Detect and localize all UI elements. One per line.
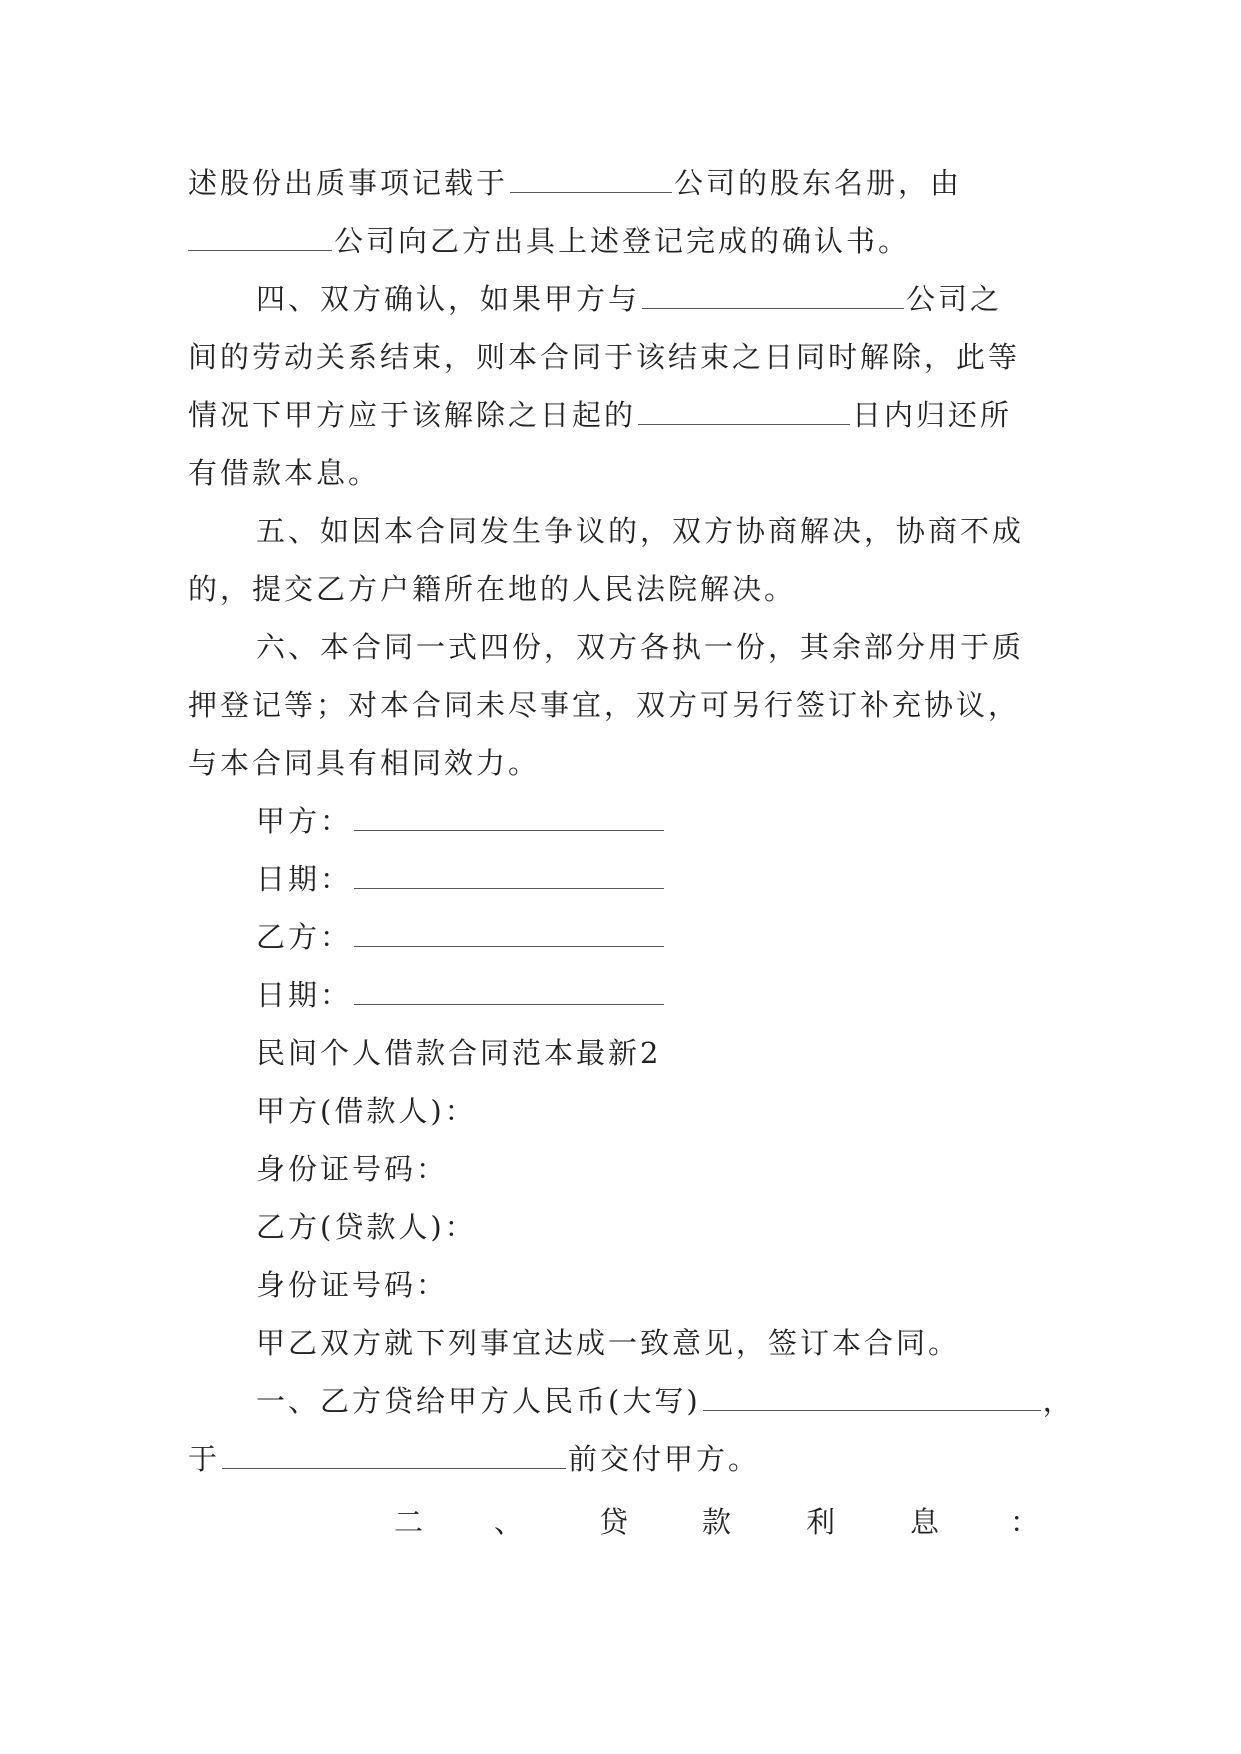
text-line bbox=[188, 741, 1068, 785]
signature-line-party-a bbox=[256, 799, 1136, 843]
text-segment: 甲方(借款人)： bbox=[256, 1094, 477, 1128]
text-segment: 身份证号码： bbox=[256, 1268, 449, 1302]
heading-char: 、 bbox=[494, 1505, 524, 1539]
text-segment: 前交付甲方。 bbox=[568, 1442, 761, 1476]
signature-line-date-1 bbox=[256, 857, 1136, 901]
heading-char: 贷 bbox=[599, 1505, 629, 1539]
text-segment: 有借款本息。 bbox=[188, 456, 381, 490]
text-line bbox=[188, 1437, 1068, 1481]
fill-blank bbox=[354, 858, 664, 889]
text-line bbox=[188, 683, 1068, 727]
text-segment: 述股份出质事项记载于 bbox=[188, 166, 509, 200]
text-segment: 的，提交乙方户籍所在地的人民法院解决。 bbox=[188, 572, 797, 606]
text-line bbox=[256, 625, 1136, 669]
text-line bbox=[188, 335, 1068, 379]
text-segment: 公司向乙方出具上述登记完成的确认书。 bbox=[334, 224, 911, 258]
text-segment: 身份证号码： bbox=[256, 1152, 449, 1186]
fill-blank bbox=[703, 1380, 1041, 1411]
text-segment: 民间个人借款合同范本最新2 bbox=[256, 1036, 662, 1070]
text-line bbox=[188, 219, 1068, 263]
text-segment: ， bbox=[1042, 1384, 1075, 1418]
text-segment: 六、本合同一式四份，双方各执一份，其余部分用于质 bbox=[256, 630, 1025, 664]
text-line bbox=[188, 393, 1068, 437]
text-segment: 乙方： bbox=[256, 920, 353, 954]
fill-blank bbox=[188, 220, 332, 251]
text-line bbox=[188, 567, 1068, 611]
text-segment: 甲方： bbox=[256, 804, 353, 838]
text-line bbox=[256, 1263, 1136, 1307]
fill-blank bbox=[354, 916, 664, 947]
heading-char: 二 bbox=[394, 1505, 424, 1539]
text-line bbox=[256, 1089, 1136, 1133]
text-segment: 日内归还所 bbox=[852, 398, 1013, 432]
text-line bbox=[188, 451, 1068, 495]
text-segment: 押登记等；对本合同未尽事宜，双方可另行签订补充协议， bbox=[188, 688, 1021, 722]
text-segment: 五、如因本合同发生争议的，双方协商解决，协商不成 bbox=[256, 514, 1025, 548]
text-segment: 甲乙双方就下列事宜达成一致意见，签订本合同。 bbox=[256, 1326, 961, 1360]
text-segment: 公司的股东名册，由 bbox=[674, 166, 963, 200]
text-line bbox=[256, 1205, 1136, 1249]
text-segment: 四、双方确认，如果甲方与 bbox=[256, 282, 641, 316]
text-segment: 间的劳动关系结束，则本合同于该结束之日同时解除，此等 bbox=[188, 340, 1021, 374]
text-line bbox=[188, 161, 1068, 205]
text-segment: 于 bbox=[188, 1442, 221, 1476]
text-line bbox=[256, 1147, 1136, 1191]
fill-blank bbox=[638, 394, 850, 425]
section-title bbox=[256, 1031, 1136, 1075]
text-line bbox=[256, 1379, 1136, 1423]
text-segment: 与本合同具有相同效力。 bbox=[188, 746, 541, 780]
text-line bbox=[256, 509, 1136, 553]
text-segment: 一、乙方贷给甲方人民币(大写) bbox=[256, 1384, 701, 1418]
text-line bbox=[256, 277, 1136, 321]
text-segment: 乙方(贷款人)： bbox=[256, 1210, 477, 1244]
signature-line-party-b bbox=[256, 915, 1136, 959]
fill-blank bbox=[354, 974, 664, 1005]
heading-char: 息 bbox=[910, 1505, 940, 1539]
signature-line-date-2 bbox=[256, 973, 1136, 1017]
fill-blank bbox=[222, 1438, 566, 1469]
text-line bbox=[256, 1321, 1136, 1365]
fill-blank bbox=[354, 800, 664, 831]
fill-blank bbox=[510, 162, 672, 193]
heading-char: ： bbox=[1010, 1505, 1040, 1539]
fill-blank bbox=[642, 278, 904, 309]
text-segment: 日期： bbox=[256, 862, 353, 896]
heading-char: 利 bbox=[806, 1505, 836, 1539]
heading-char: 款 bbox=[702, 1505, 732, 1539]
text-segment: 公司之 bbox=[906, 282, 1003, 316]
text-segment: 情况下甲方应于该解除之日起的 bbox=[188, 398, 637, 432]
text-segment: 日期： bbox=[256, 978, 353, 1012]
